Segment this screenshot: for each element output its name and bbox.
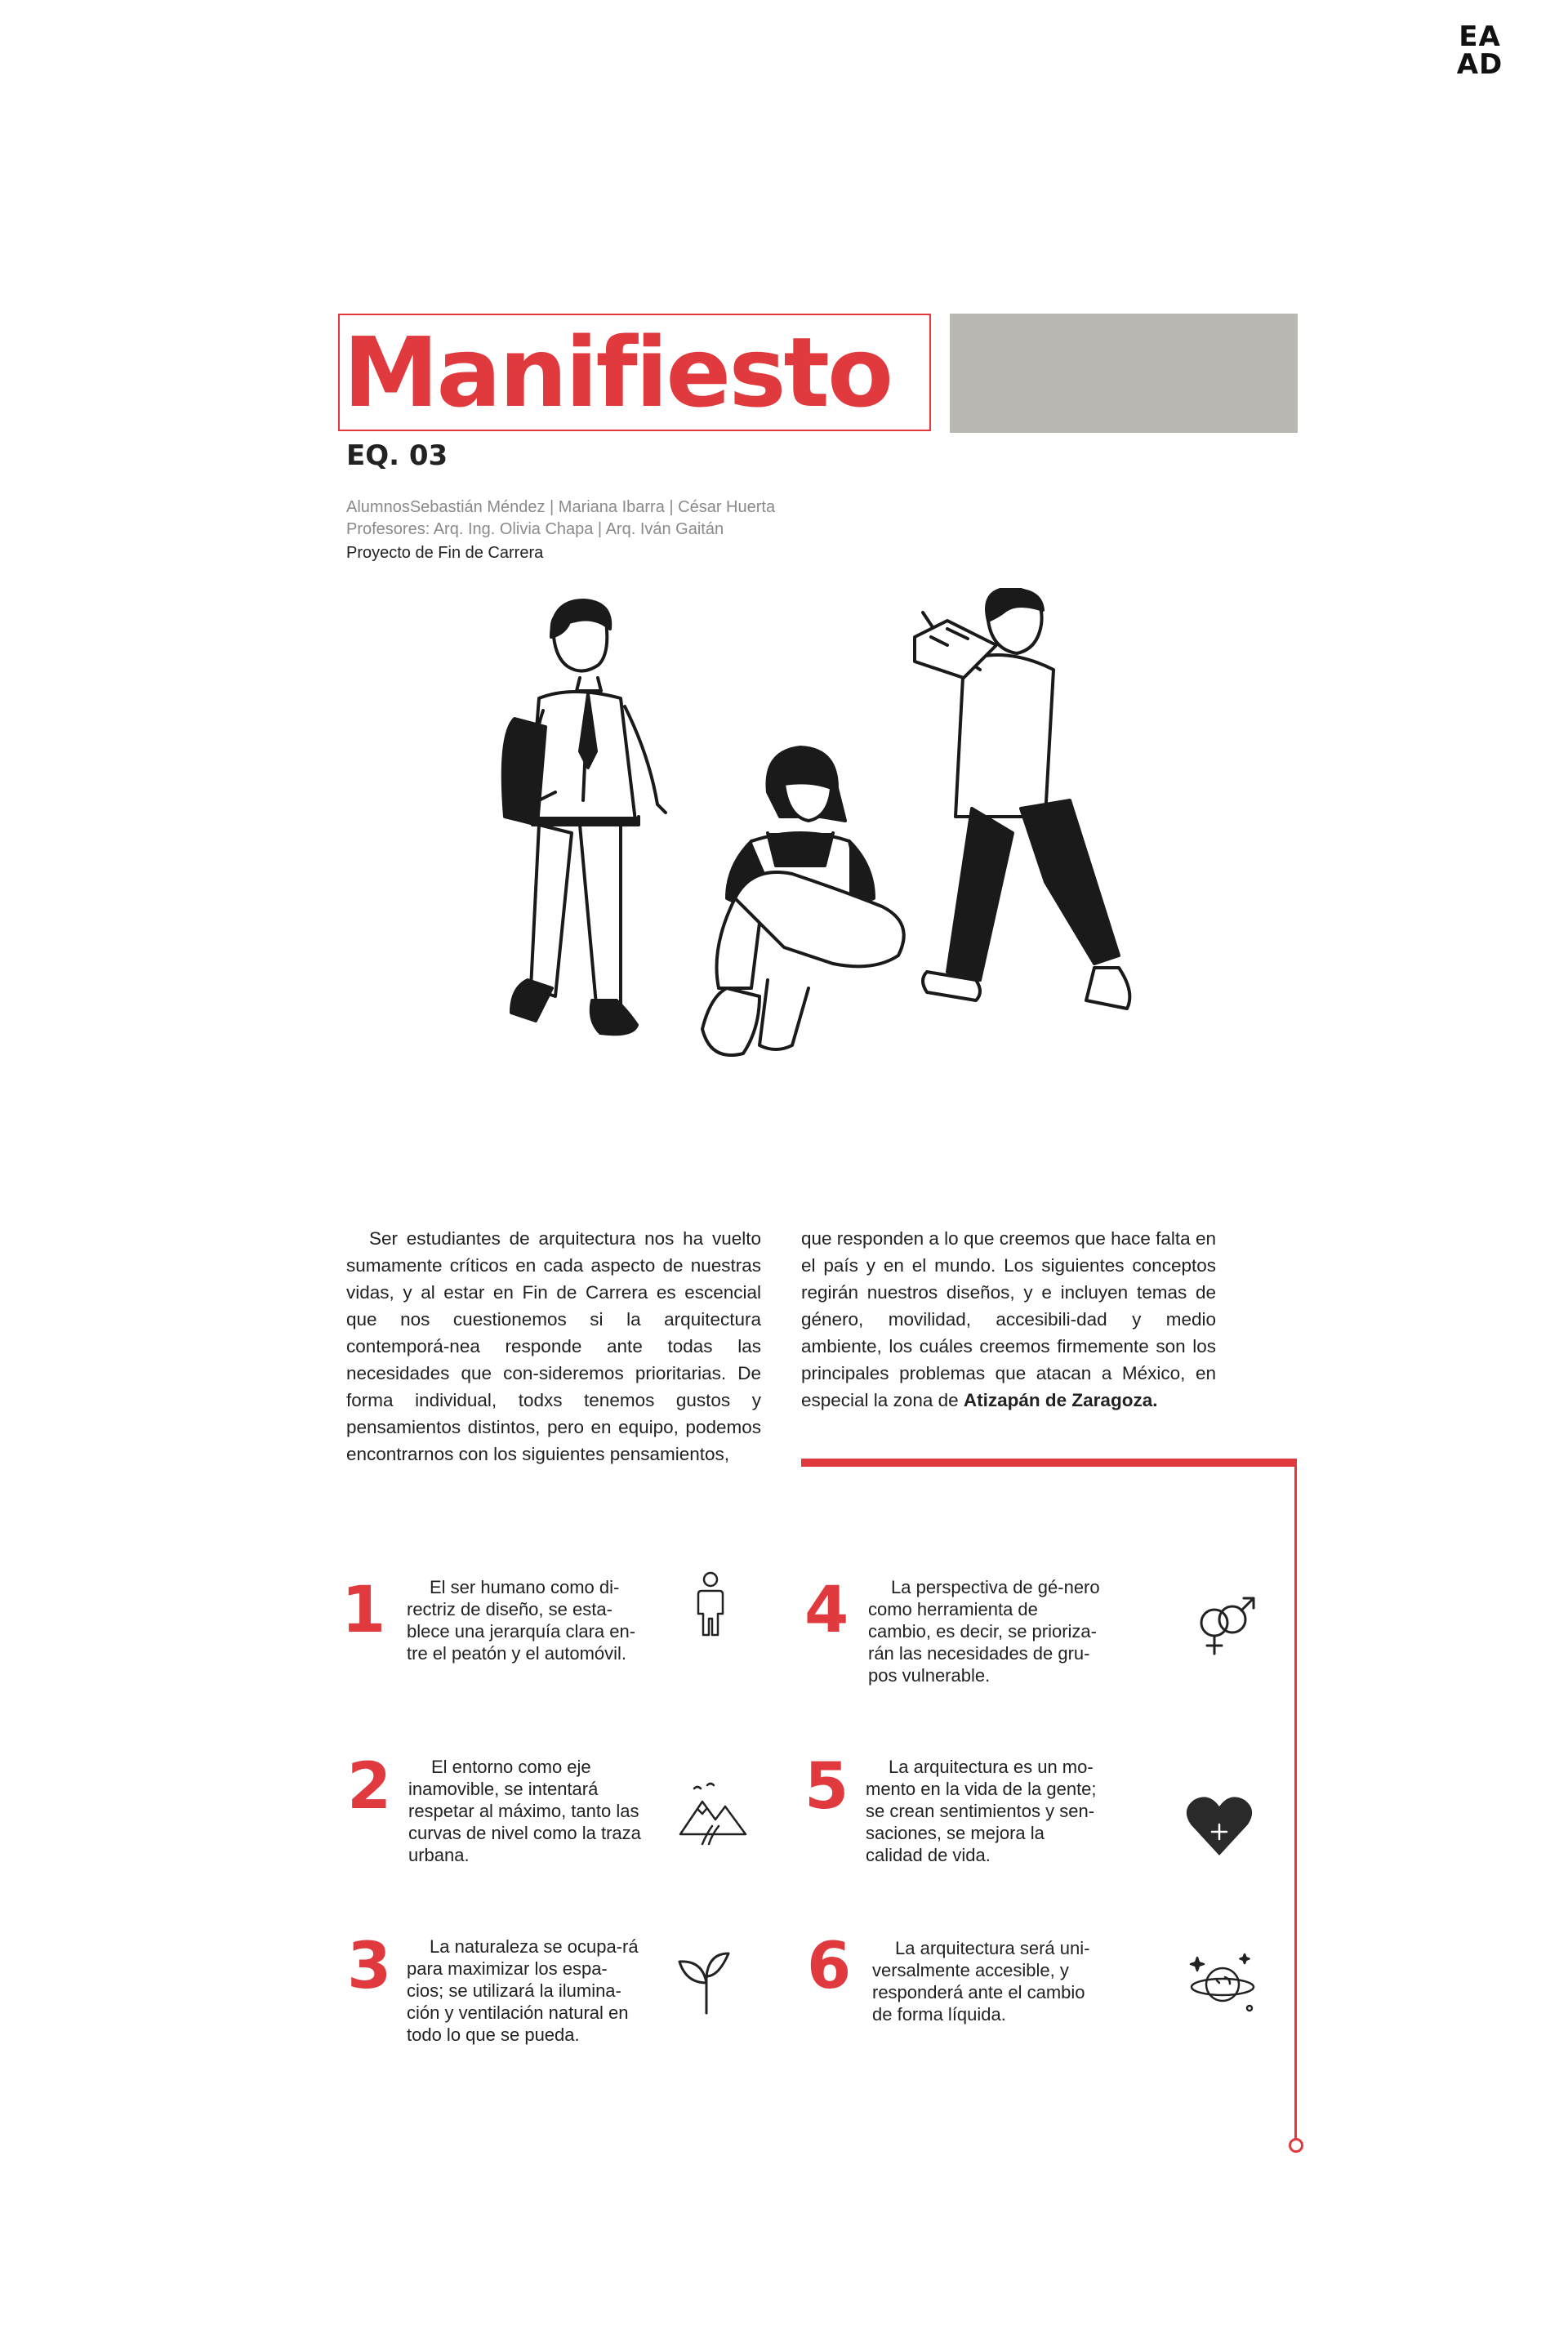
logo-line-1: EA	[1459, 20, 1501, 53]
gender-icon	[1188, 1588, 1262, 1662]
principle-5-text: La arquitectura es un mo-mento en la vida de la gente; se crean sentimientos y sen-saciones, se mejora la calidad de vida.	[866, 1757, 1097, 1865]
principle-2-number: 2	[347, 1750, 392, 1824]
principle-5-number: 5	[804, 1750, 849, 1824]
page-title: Manifiesto	[343, 316, 892, 429]
mountain-icon	[676, 1779, 750, 1852]
logo	[1451, 20, 1508, 81]
intro-right-bold: Atizapán de Zaragoza.	[963, 1390, 1158, 1410]
teachers-credit: Profesores: Arq. Ing. Olivia Chapa | Arq. Iván Gaitán	[346, 520, 724, 538]
intro-paragraph-right	[801, 1225, 1216, 1414]
students-illustration	[457, 588, 1143, 1160]
heart-plus-icon	[1183, 1788, 1256, 1862]
team-subtitle: EQ. 03	[346, 439, 448, 472]
intro-paragraph-left: Ser estudiantes de arquitectura nos ha vuelto sumamente críticos en cada aspecto de nuestras vidas, y al estar en Fin de Carrera es escencial que nos cuestionemos si la arquitectura contemporá-nea responde ante todas las necesidades que con-sideremos prioritarias. De forma individual, todxs tenemos gustos y pensamientos distintos, pero en equipo, podemos encontrarnos con los siguientes pensamientos,	[346, 1228, 761, 1464]
gray-block	[950, 314, 1298, 433]
principle-4-text: La perspectiva de gé-nero como herramienta de cambio, es decir, se prioriza-rán las necesidades de gru-pos vulnerable.	[868, 1577, 1100, 1686]
principle-6-number: 6	[807, 1930, 852, 2003]
walking-student-figure	[503, 600, 666, 1034]
reading-student-figure	[915, 588, 1129, 1009]
red-divider-horizontal	[801, 1459, 1297, 1467]
planet-icon	[1186, 1948, 1259, 2021]
principle-1-text: El ser humano como di-rectriz de diseño, se esta-blece una jerarquía clara en-tre el peatón y el automóvil.	[407, 1577, 636, 1664]
course-name: Proyecto de Fin de Carrera	[346, 544, 544, 562]
sprout-icon	[670, 1944, 743, 2017]
seated-student-figure	[702, 747, 904, 1055]
students-credit: AlumnosSebastián Méndez | Mariana Ibarra | César Huerta	[346, 498, 776, 516]
intro-right-text: que responden a lo que creemos que hace falta en el país y en el mundo. Los siguientes conceptos regirán nuestros diseños, y e incluyen temas de género, movilidad, accesibili-dad y medio ambiente, los cuáles creemos firmemente son los principales problemas que atacan a México, en especial la zona de	[801, 1228, 1216, 1410]
logo-line-2: AD	[1456, 48, 1503, 81]
principle-1-number: 1	[341, 1574, 386, 1647]
red-divider-vertical	[1294, 1459, 1297, 2145]
principle-2-text: El entorno como eje inamovible, se intentará respetar al máximo, tanto las curvas de nivel como la traza urbana.	[408, 1757, 641, 1865]
principle-6-text: La arquitectura será uni-versalmente accesible, y responderá ante el cambio de forma líquida.	[872, 1938, 1090, 2025]
principle-3-number: 3	[347, 1930, 392, 2003]
red-line-end-dot	[1289, 2138, 1303, 2153]
person-icon	[674, 1568, 747, 1642]
principle-4-number: 4	[804, 1574, 849, 1647]
principle-3-text: La naturaleza se ocupa-rá para maximizar los espa-cios; se utilizará la ilumina-ción y ventilación natural en todo lo que se pueda.	[407, 1936, 639, 2045]
